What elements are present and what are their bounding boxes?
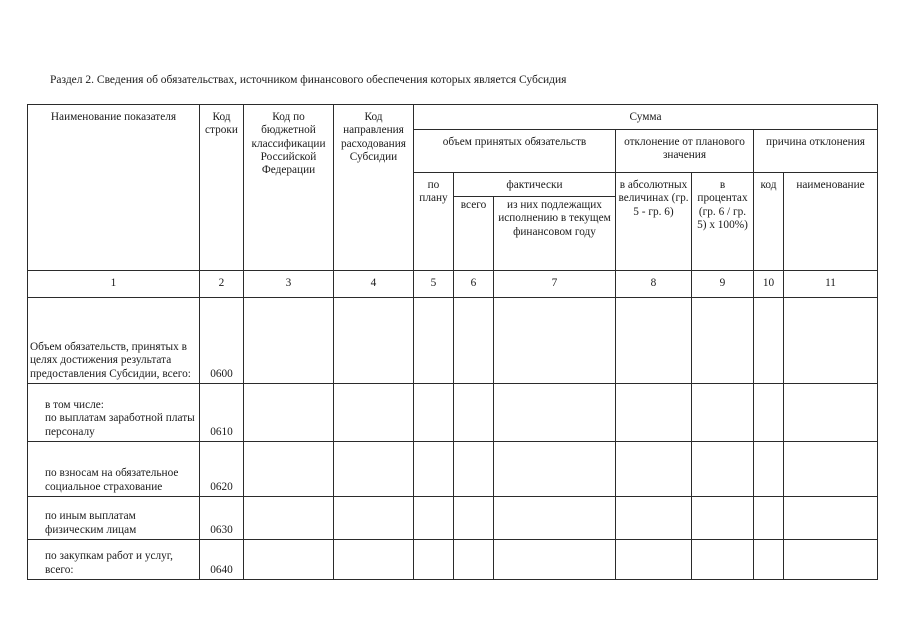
value-cell [334,442,414,497]
header-percent: в процентах (гр. 6 / гр. 5) x 100%) [692,173,754,271]
header-deviation: отклонение от планового значения [616,130,754,173]
value-cell [244,298,334,384]
table-row [28,540,878,580]
row-name: по иным выплатам физическим лицам [28,497,200,540]
column-number-row [28,271,878,298]
value-cell [494,540,616,580]
value-cell [334,540,414,580]
value-cell [334,298,414,384]
value-cell [334,384,414,442]
row-name: Объем обязательств, принятых в целях достижения результата предоставления Субсидии, всего: [28,298,200,384]
header-absolute: в абсолютных величинах (гр. 5 - гр. 6) [616,173,692,271]
column-number: 2 [200,271,244,298]
value-cell [784,298,878,384]
table-row [28,384,878,442]
value-cell [754,442,784,497]
value-cell [754,384,784,442]
row-code: 0610 [200,384,244,442]
obligations-table [27,104,878,580]
value-cell [454,298,494,384]
column-number: 5 [414,271,454,298]
value-cell [494,384,616,442]
header-reason-name: наименование [784,173,878,271]
section-title: Раздел 2. Сведения об обязательствах, источником финансового обеспечения которых является Субсидия [50,74,567,86]
column-number: 9 [692,271,754,298]
value-cell [692,497,754,540]
row-name: по закупкам работ и услуг, всего: [28,540,200,580]
value-cell [754,298,784,384]
header-budget-code: Код по бюджетной классификации Российской Федерации [244,105,334,271]
value-cell [454,442,494,497]
value-cell [244,497,334,540]
value-cell [754,540,784,580]
header-actual-total: всего [454,197,494,271]
value-cell [244,540,334,580]
row-name: по взносам на обязательное социальное страхование [28,442,200,497]
header-name: Наименование показателя [28,105,200,271]
row-code: 0640 [200,540,244,580]
value-cell [754,497,784,540]
column-number: 4 [334,271,414,298]
header-actual: фактически [454,173,616,197]
value-cell [692,442,754,497]
header-row-1 [28,105,878,130]
column-number: 10 [754,271,784,298]
value-cell [616,384,692,442]
value-cell [244,384,334,442]
table-row [28,497,878,540]
value-cell [616,442,692,497]
value-cell [454,497,494,540]
header-code: Код строки [200,105,244,271]
value-cell [244,442,334,497]
column-number: 8 [616,271,692,298]
value-cell [414,298,454,384]
value-cell [494,497,616,540]
value-cell [616,540,692,580]
header-reason-code: код [754,173,784,271]
value-cell [784,384,878,442]
value-cell [454,540,494,580]
header-deviation-reason: причина отклонения [754,130,878,173]
header-direction-code: Код направления расходования Субсидии [334,105,414,271]
row-code: 0630 [200,497,244,540]
value-cell [784,442,878,497]
value-cell [692,298,754,384]
column-number: 6 [454,271,494,298]
value-cell [414,442,454,497]
value-cell [616,298,692,384]
table-row [28,442,878,497]
value-cell [692,540,754,580]
row-code: 0620 [200,442,244,497]
column-number: 11 [784,271,878,298]
value-cell [784,540,878,580]
value-cell [692,384,754,442]
value-cell [414,497,454,540]
value-cell [494,442,616,497]
column-number: 1 [28,271,200,298]
row-name: в том числе: по выплатам заработной платы персоналу [28,384,200,442]
value-cell [616,497,692,540]
header-by-plan: по плану [414,173,454,271]
value-cell [414,384,454,442]
row-code: 0600 [200,298,244,384]
header-obligations-volume: объем принятых обязательств [414,130,616,173]
table-row [28,298,878,384]
value-cell [784,497,878,540]
value-cell [454,384,494,442]
column-number: 7 [494,271,616,298]
value-cell [414,540,454,580]
header-sum: Сумма [414,105,878,130]
value-cell [494,298,616,384]
value-cell [334,497,414,540]
column-number: 3 [244,271,334,298]
header-actual-current-year: из них подлежащих исполнению в текущем финансовом году [494,197,616,271]
